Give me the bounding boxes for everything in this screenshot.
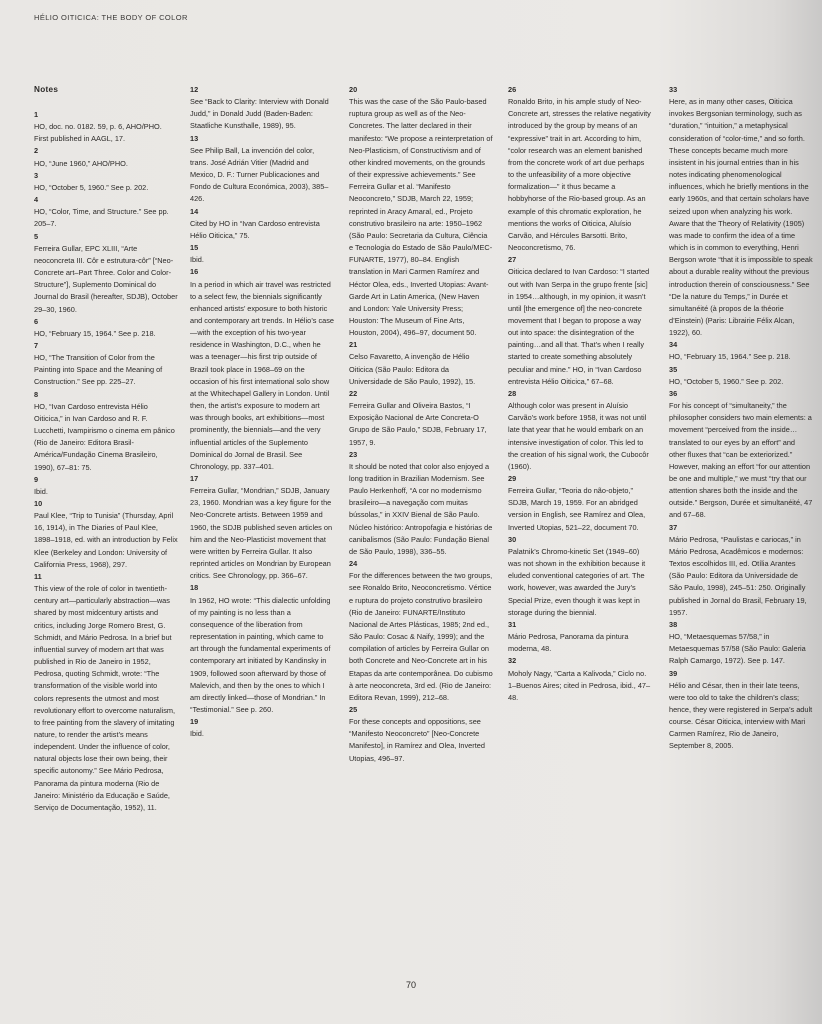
note-entry [508,84,652,254]
note-text: Ferreira Gullar, “Teoria do não-objeto,” SDJB, March 19, 1959. For an abridged version in English, see Ramírez and Olea, Inverted Utopias, 521–22, document 70. [508,486,646,532]
note-number: 4 [34,195,39,205]
note-number: 38 [669,619,678,629]
note-number: 20 [349,85,358,94]
note-text: For the differences between the two groups, see Ronaldo Brito, Neoconcretismo. Vértice e ruptura do projeto construtivo brasileiro (Rio de Janeiro: FUNARTE/Instituto Nacional de Artes Plásticas, 1985; 2nd ed., São Paulo: Cosac & Naify, 1999); and the compilation of articles by Ferreira Gullar on both Concrete and Neo-Concrete art in his Etapas da arte contemporânea. Do cubismo à arte neoconcreta, 3rd ed. (Rio de Janeiro: Editora Revan, 1999), 212–68. [349,571,493,702]
note-number: 17 [190,474,199,483]
notes-heading: Notes [34,85,59,94]
note-text: Cited by HO in “Ivan Cardoso entrevista Hélio Oiticica,” 75. [190,218,320,240]
note-entry [508,388,652,473]
note-text: HO, “Metaesquemas 57/58,” in Metaesquemas 57/58 (São Paulo: Galeria Ralph Camargo, 1972). See p. 147. [669,632,806,666]
note-number: 24 [349,559,358,569]
note-entry [669,364,813,388]
note-number: 36 [669,388,678,398]
note-entry [34,145,178,169]
note-text: For his concept of “simultaneity,” the philosopher considers two main elements: a movement “perceived from the inside…translated to our eyes by an effort” and other fluxes that “can be exteriorized.” However, making an effort “for our attention be one and multiple,” we must “try that our attention shares both the inside and the outside.” Bergson, Durée et simultanéité, 47 and 67–68. [669,401,813,520]
note-text: See “Back to Clarity: Interview with Donald Judd,” in Donald Judd (Baden-Baden: Staatliche Kunsthalle, 1989), 95. [190,97,329,131]
notes-column-2 [190,84,334,740]
note-text: Ronaldo Brito, in his ample study of Neo-Concrete art, stresses the relative negativity introduced by the group by means of an “expressive” trait in art. According to him, “color research was an element banished from the concrete work of art due perhaps to the unfeasibility of a more objective formalization—” it thus became a hobbyhorse of the Rio-based group. As an example of this chromatic exploration, he mentions the works of Oiticica, Aluísio Carvão, and Hércules Barsotti. Brito, Neoconcretismo, 76. [508,97,651,253]
note-number: 35 [669,364,678,374]
note-text: HO, doc. no. 0182. 59, p. 6, AHO/PHO. First published in AAGL, 17. [34,122,162,144]
note-text: HO, “February 15, 1964.” See p. 218. [34,328,156,338]
note-entry [669,668,813,753]
note-text: HO, “June 1960,” AHO/PHO. [34,158,128,168]
note-entry [669,522,813,619]
note-text: HO, “The Transition of Color from the Painting into Space and the Meaning of Construction.” See pp. 225–27. [34,353,163,387]
note-text: This was the case of the São Paulo-based ruptura group as well as of the Neo-Concretes. The latter declared in their manifesto: “We propose a reinterpretation of Neo-Plasticism, of Constructivism and of other kindred movements, on the grounds of their expressive achievements.” See Ferreira Gullar et al. “Manifesto Neoconcreto,” SDJB, March 22, 1959; reprinted in Aracy Amaral, ed., Projeto construtivo brasileiro na arte: 1950–1962 (São Paulo: Secretaria da Cultura, Ciência e Tecnologia do Estado de São Paulo/MEC-FUNARTE, 1977), 80–84. English translation in Mari Carmen Ramírez and Héctor Olea, eds., Inverted Utopias: Avant-Garde Art in Latin America, (New Haven and London: Yale University Press; Houston: The Museum of Fine Arts, Houston, 2004), 496–97, document 50. [349,97,493,338]
note-entry [190,84,334,133]
note-number: 2 [34,146,39,156]
note-entry [34,474,178,498]
note-entry [508,473,652,534]
note-number: 21 [349,340,358,350]
note-entry [34,109,178,145]
note-entry [669,619,813,668]
notes-column-3 [349,84,493,765]
note-entry [34,194,178,230]
note-number: 8 [34,389,39,399]
note-entry [508,534,652,619]
note-entry [190,473,334,582]
note-text: In 1962, HO wrote: “This dialectic unfolding of my painting is no less than a consequence of the liberation from representation in painting, which came to art through the fundamental experiments of contemporary art initiated by Kandinsky in 1909, followed soon afterward by those of Malevich, and then by the ones to which I am directly linked—those of Mondrian.” In “Testimonial.” See p. 260. [190,595,331,714]
note-number: 12 [190,85,199,94]
note-text: Ferreira Gullar, EPC XLIII, “Arte neoconcreta III. Côr e estrutura-côr” [“Neo-Concrete art–Part Three. Color and Color-Structure”], Suplemento Dominical do Journal do Brasil (hereafter, SDJB), October 29–30, 1960. [34,243,178,314]
note-entry [34,316,178,340]
note-number: 34 [669,340,678,350]
note-entry [34,170,178,194]
note-text: Ibid. [190,255,204,265]
note-entry [190,582,334,716]
note-number: 7 [34,340,39,350]
note-number: 31 [508,619,517,629]
note-text: HO, “Color, Time, and Structure.” See pp. 205–7. [34,207,169,229]
note-number: 14 [190,206,199,216]
note-number: 22 [349,388,358,398]
note-number: 23 [349,449,358,459]
note-entry [508,254,652,388]
note-text: Ibid. [190,729,204,739]
note-entry [190,206,334,242]
note-text: HO, “October 5, 1960.” See p. 202. [669,376,784,386]
note-number: 5 [34,231,39,241]
note-text: It should be noted that color also enjoyed a long tradition in Brazilian Modernism. See Paulo Herkenhoff, “A cor no modernismo brasileiro—a navegação com muitas bússolas,” in XXIV Bienal de São Paulo. Núcleo histórico: Antropofagia e histórias de canibalismos (São Paulo: Fundação Bienal de São Paulo, 1998), 336–55. [349,461,493,556]
note-text: Oiticica declared to Ivan Cardoso: “I started out with Ivan Serpa in the grupo frente [sic] in 1954…although, in my opinion, it wasn’t until [the emergence of] the neo-concrete movement that I began to propose a way out into space: the disintegration of the painting…and all that. That’s when I really started to create something absolutely peculiar and mine.” HO, in “Ivan Cardoso entrevista Hélio Oiticica,” 67–68. [508,267,650,386]
note-text: Palatnik’s Chromo-kinetic Set (1949–60) was not shown in the exhibition because it eluded conventional categories of art. The work, however, was awarded the Jury’s Special Prize, even though it was kept in storage during the biennial. [508,546,646,617]
note-number: 18 [190,583,199,593]
note-number: 19 [190,717,199,727]
note-text: Mário Pedrosa, “Paulistas e cariocas,” in Mário Pedrosa, Acadêmicos e modernos: Textos escolhidos III, ed. Otília Arantes (São Paulo: Editora da Universidade de São Paulo, 1998), 245–51: 250. Originally published in Jornal do Brasil, February 19, 1957. [669,534,807,617]
note-entry [190,242,334,266]
note-entry [508,655,652,704]
note-text: For these concepts and oppositions, see “Manifesto Neoconcreto” [Neo-Concrete Manifesto], in Ramírez and Olea, Inverted Utopias, 496–97. [349,717,485,763]
note-text: Ibid. [34,486,48,496]
note-number: 33 [669,85,678,94]
notes-column-4 [508,84,652,704]
note-text: Paul Klee, “Trip to Tunisia” (Thursday, April 16, 1914), in The Diaries of Paul Klee, 1898–1918, ed. with an introduction by Felix Klee (Berkeley and London: University of California Press, 1968), 297. [34,511,178,569]
note-text: In a period in which air travel was restricted to a select few, the biennials significantly enhanced artists’ exposure to both historic and contemporary art trends. In Hélio’s case—with the exception of his two-year residence in Washington, D.C., when he was a teenager—his first trip outside of Brazil took place in 1968–69 on the occasion of his first international solo show at the Whitechapel Gallery in London. Until then, the artist’s exposure to modern art was through books, art exhibitions—most prominently, the biennials—and the very influential articles of the Suplemento Dominical do Jornal de Brasil. See Chronology, pp. 337–401. [190,279,334,471]
note-text: Here, as in many other cases, Oiticica invokes Bergsonian terminology, such as “duration,” “intuition,” a metaphysical consideration of “color-time,” and so forth. These concepts became much more insistent in his journal entries than in his notes indicating phenomenological influences, which he briefly mentions in the early 1960s, and that certain scholars have seized upon when analyzing his work. Aware that the Theory of Relativity (1905) was made to confirm the idea of a time which is in common to everything, Henri Bergson wrote “that it is impossible to speak about a durable reality without the previous introduction therein of consciousness.” See “De la nature du Temps,” in Durée et simultanéité (à propos de la théorie d’Einstein) (Paris: Librairie Félix Alcan, 1922), 60. [669,97,813,338]
running-head: HÉLIO OITICICA: THE BODY OF COLOR [34,13,188,22]
note-text: This view of the role of color in twentieth-century art—particularly abstraction—was shared by most midcentury artists and critics, including Jorge Romero Brest, G. Schmidt, and Mário Pedrosa. In a brief but influential survey of modern art that was published in Rio de Janeiro in 1952, Pedrosa, quoting Schmidt, wrote: “The transformation of the visible world into colors represents the utmost and most revolutionary effort to overcome naturalism, to free painting from the slavery of imitating nature, to render the artist’s means independent. Under the influence of color, natural objects lose their own being, their specific autonomy.” See Mário Pedrosa, Panorama da pintura moderna (Rio de Janeiro: Ministério da Educação e Saúde, Serviço de Documentação, 1952), 11. [34,584,176,812]
note-number: 25 [349,704,358,714]
note-number: 29 [508,474,517,483]
note-entry [669,388,813,522]
note-entry [349,84,493,339]
note-text: See Philip Ball, La invención del color, trans. José Adrián Vitier (Madrid and Mexico, D. F.: Turner Publicaciones and Fondo de Cultura Económica, 2003), 385–426. [190,145,329,204]
note-text: Ferreira Gullar and Oliveira Bastos, “I Exposição Nacional de Arte Concreta-O Grupo de São Paulo,” SDJB, February 17, 1957, 9. [349,401,487,447]
note-entry [34,571,178,814]
note-entry [508,619,652,655]
note-entry [190,716,334,740]
note-entry [34,389,178,474]
note-entry [669,339,813,363]
note-text: Although color was present in Aluísio Carvão’s work before 1958, it was not until late that year that he would embark on an intensive investigation of color. This led to the creation of his signal work, the Cubocôr (1960). [508,401,649,471]
note-number: 30 [508,534,517,544]
note-entry [34,498,178,571]
note-number: 15 [190,243,199,253]
note-text: Ferreira Gullar, “Mondrian,” SDJB, January 23, 1960. Mondrian was a key figure for the Neo-Concrete artists. Between 1959 and 1960, the SDJB published seven articles on him and the Neo-Plasticist movement that were written by Ferreira Gullar. It also reprinted articles on Mondrian by European critics. See Chronology, pp. 366–67. [190,486,333,581]
note-entry [349,558,493,704]
note-number: 1 [34,110,39,119]
note-entry [349,449,493,558]
note-number: 39 [669,668,678,678]
note-number: 6 [34,316,39,326]
note-entry [34,340,178,389]
note-entry [669,84,813,339]
notes-column-5 [669,84,813,753]
note-number: 32 [508,656,517,666]
note-entry [349,704,493,765]
note-number: 13 [190,133,199,143]
page-number: 70 [405,980,416,990]
note-text: Moholy Nagy, “Carta a Kalivoda,” Ciclo no. 1–Buenos Aires; cited in Pedrosa, ibid., 47–48. [508,668,651,702]
note-number: 16 [190,267,199,277]
note-text: HO, “October 5, 1960.” See p. 202. [34,182,149,192]
note-entry [349,388,493,449]
note-number: 9 [34,474,39,484]
notes-column-1 [34,84,178,814]
note-entry [349,339,493,388]
note-number: 10 [34,499,43,508]
note-text: Celso Favaretto, A invenção de Hélio Oiticica (São Paulo: Editora da Universidade de São Paulo, 1992), 15. [349,352,476,386]
note-number: 3 [34,170,39,180]
note-text: Mário Pedrosa, Panorama da pintura moderna, 48. [508,632,629,654]
note-number: 27 [508,255,517,265]
note-number: 28 [508,388,517,398]
note-text: HO, “February 15, 1964.” See p. 218. [669,352,791,362]
note-entry [190,133,334,206]
note-entry [34,231,178,316]
note-text: HO, “Ivan Cardoso entrevista Hélio Oiticica,” in Ivan Cardoso and R. F. Lucchetti, Ivampirismo o cinema em pânico (Rio de Janeiro: Editora Brasil-América/Fundação Cinema Brasileiro, 1990), 67–81: 75. [34,401,175,472]
note-number: 11 [34,571,42,581]
note-entry [190,266,334,473]
note-number: 37 [669,522,678,532]
note-text: Hélio and César, then in their late teens, were too old to take the children’s class; hence, they were registered in Serpa’s adult course. César Oiticica, interview with Mari Carmen Ramírez, Rio de Janeiro, September 8, 2005. [669,680,813,751]
note-number: 26 [508,85,517,94]
